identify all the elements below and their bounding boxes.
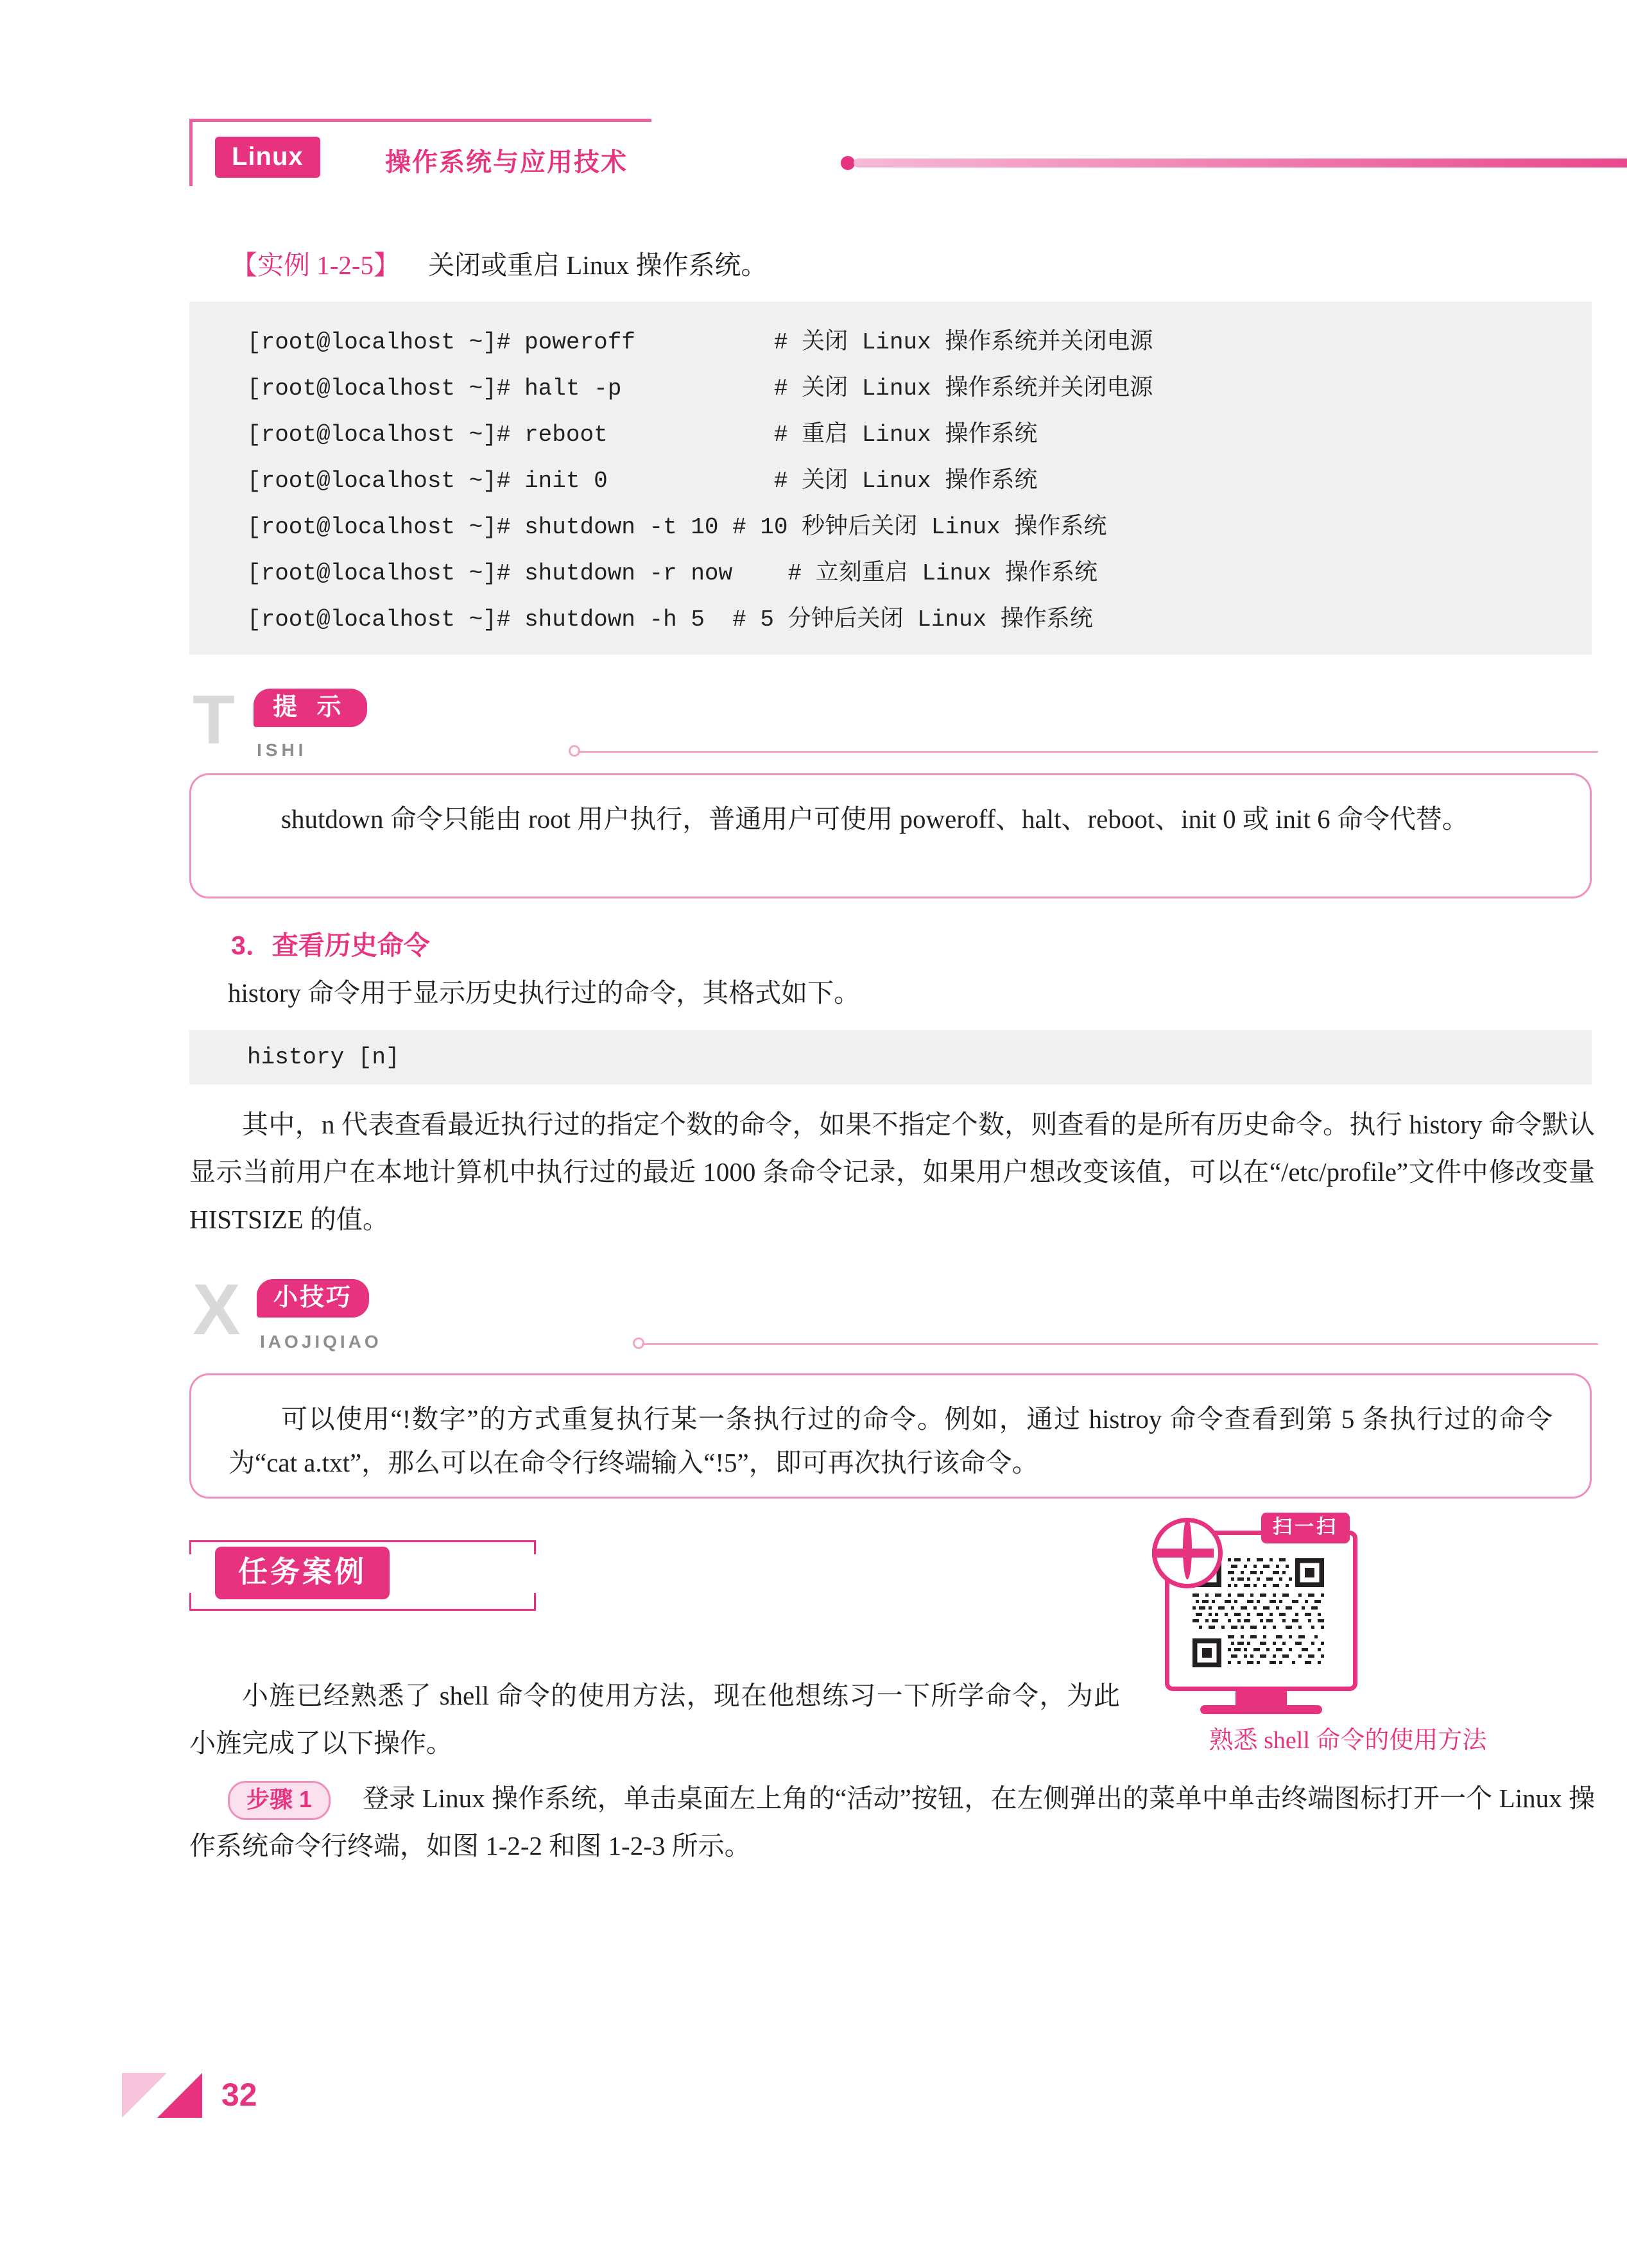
task-case-frame-gap-right bbox=[532, 1554, 538, 1593]
code-line: [root@localhost ~]# reboot # 重启 Linux 操作系统 bbox=[247, 422, 1038, 448]
tip-sub-label: ISHI bbox=[257, 740, 307, 760]
header-dot-icon bbox=[841, 156, 855, 170]
trick-box bbox=[189, 1373, 1592, 1499]
code-line: [root@localhost ~]# shutdown -r now # 立刻重启 Linux 操作系统 bbox=[247, 560, 1098, 587]
scan-label: 扫一扫 bbox=[1261, 1513, 1350, 1543]
code-line: [root@localhost ~]# init 0 # 关闭 Linux 操作系统 bbox=[247, 468, 1038, 494]
trick-marker bbox=[193, 1269, 1592, 1357]
globe-icon bbox=[1152, 1518, 1223, 1588]
task-case-frame-gap-left bbox=[187, 1554, 193, 1593]
qr-figure bbox=[1149, 1516, 1598, 1762]
monitor-icon bbox=[1165, 1531, 1377, 1717]
tip-box-text: shutdown 命令只能由 root 用户执行，普通用户可使用 poweroff、halt、reboot、init 0 或 init 6 命令代替。 bbox=[281, 804, 1468, 834]
code-line: [root@localhost ~]# poweroff # 关闭 Linux 操作系统并关闭电源 bbox=[247, 329, 1153, 356]
footer-decoration bbox=[122, 2073, 205, 2118]
code-line: [root@localhost ~]# shutdown -t 10 # 10 秒钟后关闭 Linux 操作系统 bbox=[247, 514, 1107, 540]
code-line: [root@localhost ~]# shutdown -h 5 # 5 分钟后关闭 Linux 操作系统 bbox=[247, 606, 1093, 633]
tip-marker bbox=[193, 680, 1592, 760]
section-heading-history: 3．查看历史命令 bbox=[231, 931, 430, 960]
step-paragraph: 登录 Linux 操作系统，单击桌面左上角的“活动”按钮，在左侧弹出的菜单中单击终端图标打开一个 Linux 操作系统命令行终端，如图 1-2-2 和图 1-2-3 所示。 bbox=[189, 1783, 1595, 1860]
page-header bbox=[189, 119, 1588, 196]
footer-triangle-dark bbox=[157, 2073, 202, 2118]
header-title: 操作系统与应用技术 bbox=[385, 148, 628, 176]
example-line bbox=[231, 247, 768, 284]
monitor-stand-icon bbox=[1235, 1691, 1287, 1705]
tip-pill-label: 提 示 bbox=[254, 689, 367, 727]
header-linux-badge: Linux bbox=[215, 137, 320, 178]
monitor-base-icon bbox=[1200, 1705, 1322, 1714]
section-intro-paragraph: history 命令用于显示历史执行过的命令，其格式如下。 bbox=[228, 978, 861, 1008]
task-case-label: 任务案例 bbox=[215, 1547, 390, 1599]
trick-box-text: 可以使用“!数字”的方式重复执行某一条执行过的命令。例如，通过 histroy 命令查看到第 5 条执行过的命令为“cat a.txt”，那么可以在命令行终端输入“!5”，即可再次执行该命令。 bbox=[228, 1404, 1553, 1477]
task-intro-paragraph: 小旌已经熟悉了 shell 命令的使用方法，现在他想练习一下所学命令，为此小旌完成了以下操作。 bbox=[189, 1681, 1120, 1758]
trick-pill-label: 小技巧 bbox=[257, 1279, 369, 1318]
trick-big-letter: X bbox=[193, 1269, 241, 1350]
step-badge: 步骤 1 bbox=[228, 1781, 331, 1820]
code-line: history [n] bbox=[247, 1044, 400, 1070]
code-block-shutdown bbox=[189, 302, 1592, 655]
qr-caption: 熟悉 shell 命令的使用方法 bbox=[1209, 1727, 1487, 1754]
trick-rule bbox=[642, 1343, 1598, 1345]
example-tag: 【实例 1-2-5】 bbox=[231, 250, 400, 280]
tip-box bbox=[189, 773, 1592, 898]
example-text: 关闭或重启 Linux 操作系统。 bbox=[428, 250, 768, 280]
tip-rule bbox=[578, 751, 1598, 753]
section-body-paragraph: 其中，n 代表查看最近执行过的指定个数的命令，如果不指定个数，则查看的是所有历史命令。执行 history 命令默认显示当前用户在本地计算机中执行过的最近 1000 条命令记录，如果用户想改变该值，可以在“/etc/profile”文件中修改变量 HISTSIZE 的值。 bbox=[189, 1110, 1595, 1234]
code-block-history bbox=[189, 1030, 1592, 1085]
tip-big-letter: T bbox=[193, 680, 235, 758]
code-line: [root@localhost ~]# halt -p # 关闭 Linux 操作系统并关闭电源 bbox=[247, 375, 1153, 402]
trick-sub-label: IAOJIQIAO bbox=[260, 1332, 382, 1352]
header-rule bbox=[854, 159, 1627, 168]
task-case-heading bbox=[189, 1540, 549, 1617]
page-number: 32 bbox=[221, 2077, 257, 2113]
